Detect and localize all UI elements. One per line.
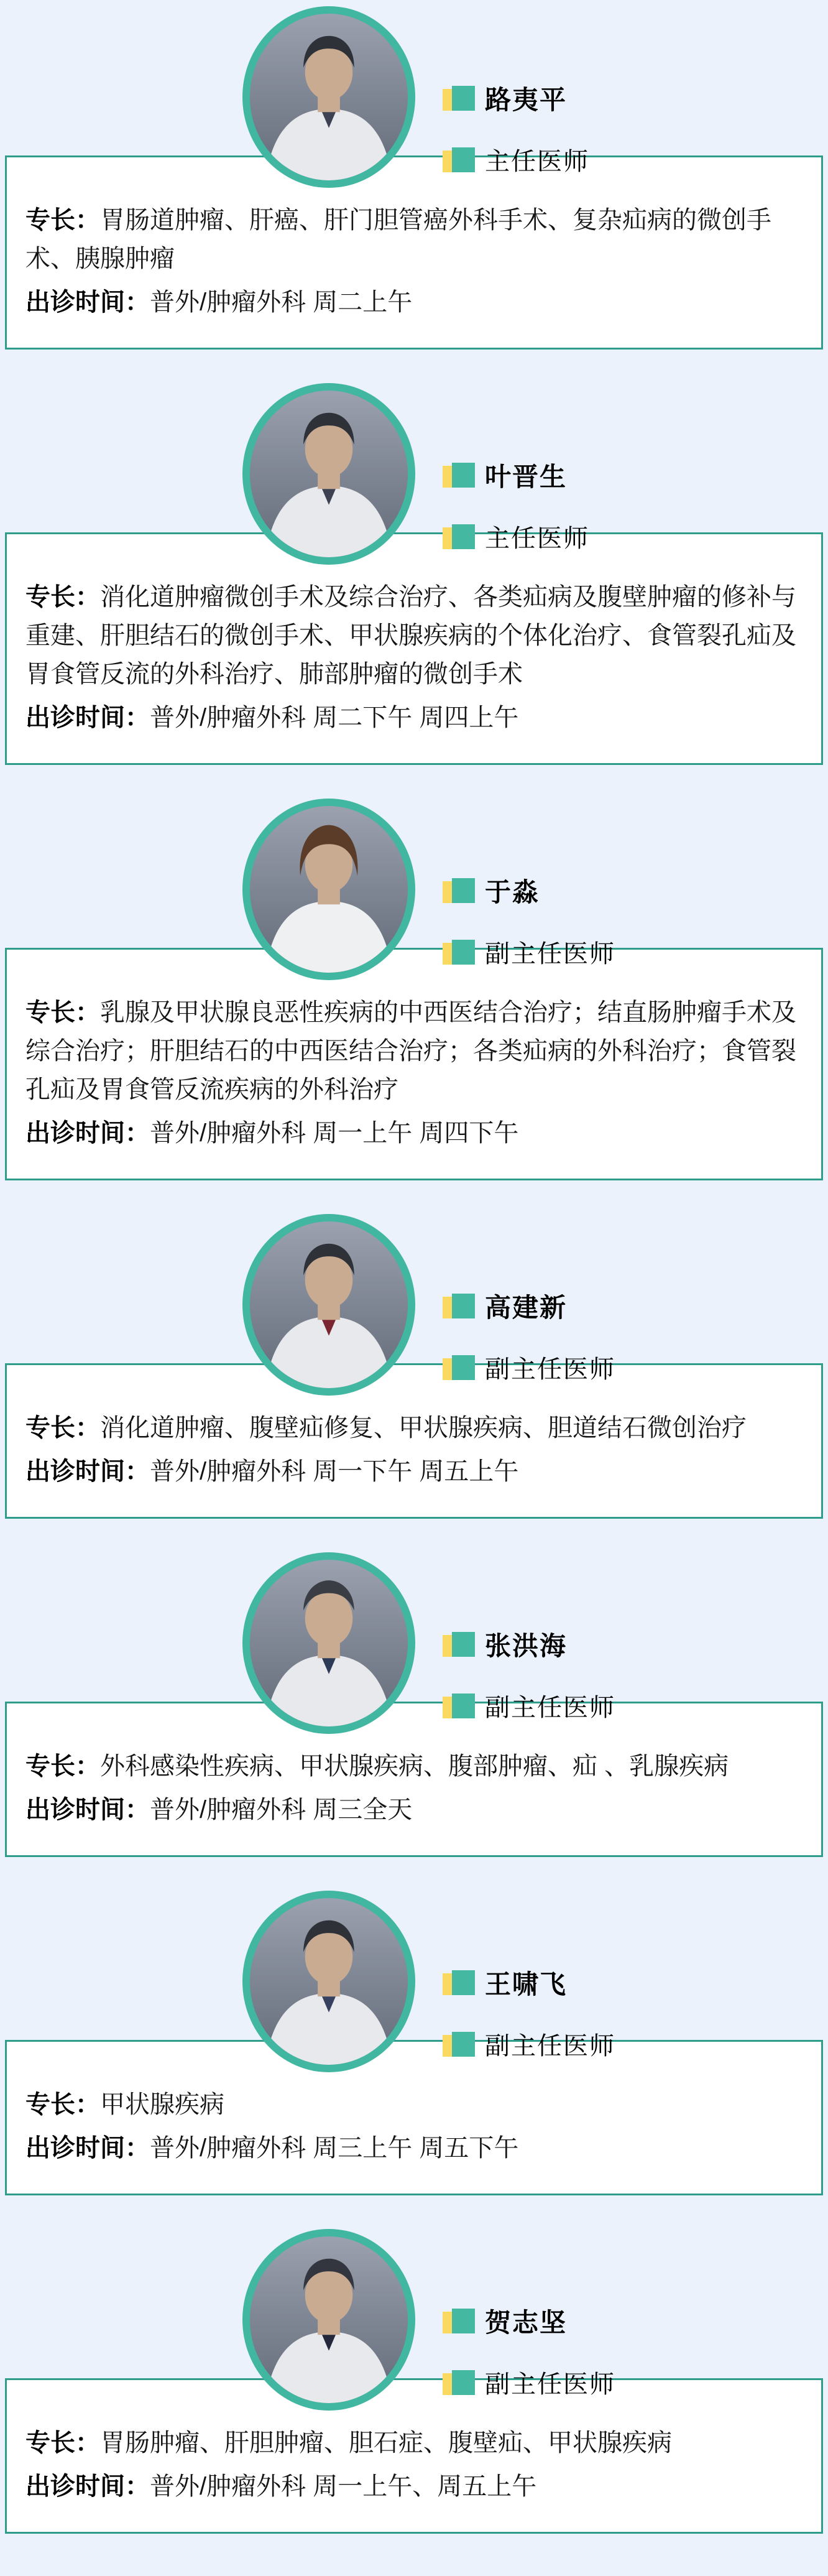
- name-marker-icon: [443, 1294, 475, 1318]
- specialty-text: 胃肠道肿瘤、肝癌、肝门胆管癌外科手术、复杂疝病的微创手术、胰腺肿瘤: [25, 206, 771, 272]
- doctor-card: [5, 948, 823, 1180]
- name-block: [443, 1287, 615, 1410]
- photo-area: [0, 2229, 828, 2398]
- doctor-title: 副主任医师: [485, 940, 615, 968]
- doctor-name: 王啸飞: [485, 1970, 568, 1999]
- specialty-line: [25, 2424, 803, 2462]
- specialty-line: [25, 1409, 803, 1447]
- doctor-title: 副主任医师: [485, 2371, 615, 2398]
- doctor-name: 贺志坚: [485, 2308, 568, 2337]
- title-row: [443, 519, 589, 554]
- schedule-line: [25, 2467, 803, 2506]
- name-marker-icon: [443, 463, 475, 488]
- schedule-line: [25, 1114, 803, 1152]
- schedule-text: 普外/肿瘤外科 周二上午: [150, 289, 413, 316]
- schedule-label: 出诊时间：: [25, 2134, 150, 2162]
- doctor-name: 叶晋生: [485, 462, 568, 491]
- name-marker-icon: [443, 1632, 475, 1657]
- title-marker-icon: [443, 1693, 475, 1718]
- doctor-photo: [242, 1552, 415, 1734]
- photo-area: [0, 383, 828, 552]
- doctor-title: 副主任医师: [485, 1356, 615, 1383]
- name-block: [443, 1964, 615, 2087]
- doctor-profile: [0, 799, 828, 1180]
- specialty-text: 消化道肿瘤、腹壁疝修复、甲状腺疾病、胆道结石微创治疗: [100, 1414, 747, 1442]
- title-marker-icon: [443, 2032, 475, 2057]
- name-row: [443, 1626, 615, 1663]
- specialty-text: 乳腺及甲状腺良恶性疾病的中西医结合治疗；结直肠肿瘤手术及综合治疗；肝胆结石的中西医结合治疗；各类疝病的外科治疗；食管裂孔疝及胃食管反流疾病的外科治疗: [25, 999, 796, 1103]
- name-row: [443, 872, 615, 909]
- specialty-label: 专长：: [25, 583, 100, 611]
- portrait-silhouette-icon: [250, 1560, 408, 1726]
- doctor-name: 张洪海: [485, 1631, 568, 1661]
- doctor-name: 于淼: [485, 878, 540, 907]
- schedule-label: 出诊时间：: [25, 1458, 150, 1485]
- schedule-label: 出诊时间：: [25, 1796, 150, 1823]
- schedule-line: [25, 283, 803, 322]
- doctor-photo: [242, 383, 415, 565]
- schedule-text: 普外/肿瘤外科 周一上午、周五上午: [150, 2473, 537, 2500]
- doctor-photo: [242, 799, 415, 980]
- specialty-line: [25, 993, 803, 1109]
- title-row: [443, 142, 589, 177]
- specialty-line: [25, 201, 803, 278]
- title-row: [443, 934, 615, 970]
- doctor-title: 副主任医师: [485, 1694, 615, 1721]
- doctor-name: 路夷平: [485, 85, 568, 114]
- doctor-photo: [242, 1891, 415, 2072]
- name-row: [443, 456, 589, 494]
- name-block: [443, 456, 589, 579]
- schedule-text: 普外/肿瘤外科 周三全天: [150, 1796, 413, 1823]
- specialty-text: 胃肠肿瘤、肝胆肿瘤、胆石症、腹壁疝、甲状腺疾病: [100, 2429, 672, 2457]
- specialty-line: [25, 578, 803, 693]
- doctor-profile: [0, 2229, 828, 2534]
- specialty-label: 专长：: [25, 1414, 100, 1442]
- title-marker-icon: [443, 524, 475, 549]
- doctor-name: 高建新: [485, 1293, 568, 1322]
- title-marker-icon: [443, 940, 475, 965]
- name-block: [443, 80, 589, 202]
- name-block: [443, 2302, 615, 2425]
- doctor-profile: [0, 1891, 828, 2195]
- specialty-text: 外科感染性疾病、甲状腺疾病、腹部肿瘤、疝 、乳腺疾病: [100, 1753, 729, 1780]
- doctor-card: [5, 1363, 823, 1519]
- name-marker-icon: [443, 86, 475, 111]
- portrait-silhouette-icon: [250, 1898, 408, 2065]
- doctor-title: 主任医师: [485, 525, 589, 552]
- specialty-text: 消化道肿瘤微创手术及综合治疗、各类疝病及腹壁肿瘤的修补与重建、肝胆结石的微创手术、甲状腺疾病的个体化治疗、食管裂孔疝及胃食管反流的外科治疗、肺部肿瘤的微创手术: [25, 583, 796, 688]
- specialty-label: 专长：: [25, 2429, 100, 2457]
- name-marker-icon: [443, 878, 475, 903]
- specialty-line: [25, 1747, 803, 1786]
- doctor-title: 主任医师: [485, 148, 589, 175]
- specialty-line: [25, 2085, 803, 2124]
- name-block: [443, 872, 615, 994]
- specialty-label: 专长：: [25, 999, 100, 1026]
- title-row: [443, 1688, 615, 1723]
- name-row: [443, 80, 589, 117]
- schedule-label: 出诊时间：: [25, 704, 150, 731]
- doctor-photo: [242, 2229, 415, 2411]
- photo-area: [0, 1552, 828, 1721]
- specialty-label: 专长：: [25, 1753, 100, 1780]
- photo-area: [0, 6, 828, 175]
- doctor-profile: [0, 383, 828, 765]
- name-block: [443, 1626, 615, 1748]
- title-row: [443, 2365, 615, 2400]
- schedule-line: [25, 1452, 803, 1491]
- specialty-label: 专长：: [25, 206, 100, 234]
- name-marker-icon: [443, 2309, 475, 2333]
- portrait-silhouette-icon: [250, 806, 408, 973]
- doctor-card: [5, 2040, 823, 2195]
- photo-area: [0, 1891, 828, 2060]
- portrait-silhouette-icon: [250, 2236, 408, 2403]
- specialty-label: 专长：: [25, 2091, 100, 2118]
- doctor-photo: [242, 6, 415, 188]
- title-marker-icon: [443, 147, 475, 172]
- title-marker-icon: [443, 2370, 475, 2395]
- schedule-label: 出诊时间：: [25, 1119, 150, 1147]
- schedule-text: 普外/肿瘤外科 周三上午 周五下午: [150, 2134, 519, 2162]
- doctor-title: 副主任医师: [485, 2032, 615, 2060]
- name-marker-icon: [443, 1970, 475, 1995]
- name-row: [443, 1287, 615, 1325]
- schedule-line: [25, 1791, 803, 1829]
- schedule-text: 普外/肿瘤外科 周一上午 周四下午: [150, 1119, 519, 1147]
- doctor-card: [5, 2378, 823, 2534]
- doctor-card: [5, 1702, 823, 1857]
- name-row: [443, 1964, 615, 2001]
- title-marker-icon: [443, 1355, 475, 1380]
- photo-area: [0, 799, 828, 968]
- schedule-line: [25, 2129, 803, 2167]
- title-row: [443, 1350, 615, 1385]
- doctor-profile: [0, 1552, 828, 1857]
- schedule-label: 出诊时间：: [25, 289, 150, 316]
- doctor-card: [5, 155, 823, 350]
- portrait-silhouette-icon: [250, 14, 408, 180]
- portrait-silhouette-icon: [250, 1221, 408, 1388]
- schedule-line: [25, 698, 803, 737]
- doctor-card: [5, 532, 823, 765]
- doctor-photo: [242, 1214, 415, 1396]
- doctor-profile: [0, 1214, 828, 1519]
- name-row: [443, 2302, 615, 2340]
- schedule-text: 普外/肿瘤外科 周一下午 周五上午: [150, 1458, 519, 1485]
- portrait-silhouette-icon: [250, 391, 408, 557]
- photo-area: [0, 1214, 828, 1383]
- schedule-label: 出诊时间：: [25, 2473, 150, 2500]
- specialty-text: 甲状腺疾病: [100, 2091, 224, 2118]
- doctor-profile: [0, 6, 828, 350]
- schedule-text: 普外/肿瘤外科 周二下午 周四上午: [150, 704, 519, 731]
- title-row: [443, 2026, 615, 2062]
